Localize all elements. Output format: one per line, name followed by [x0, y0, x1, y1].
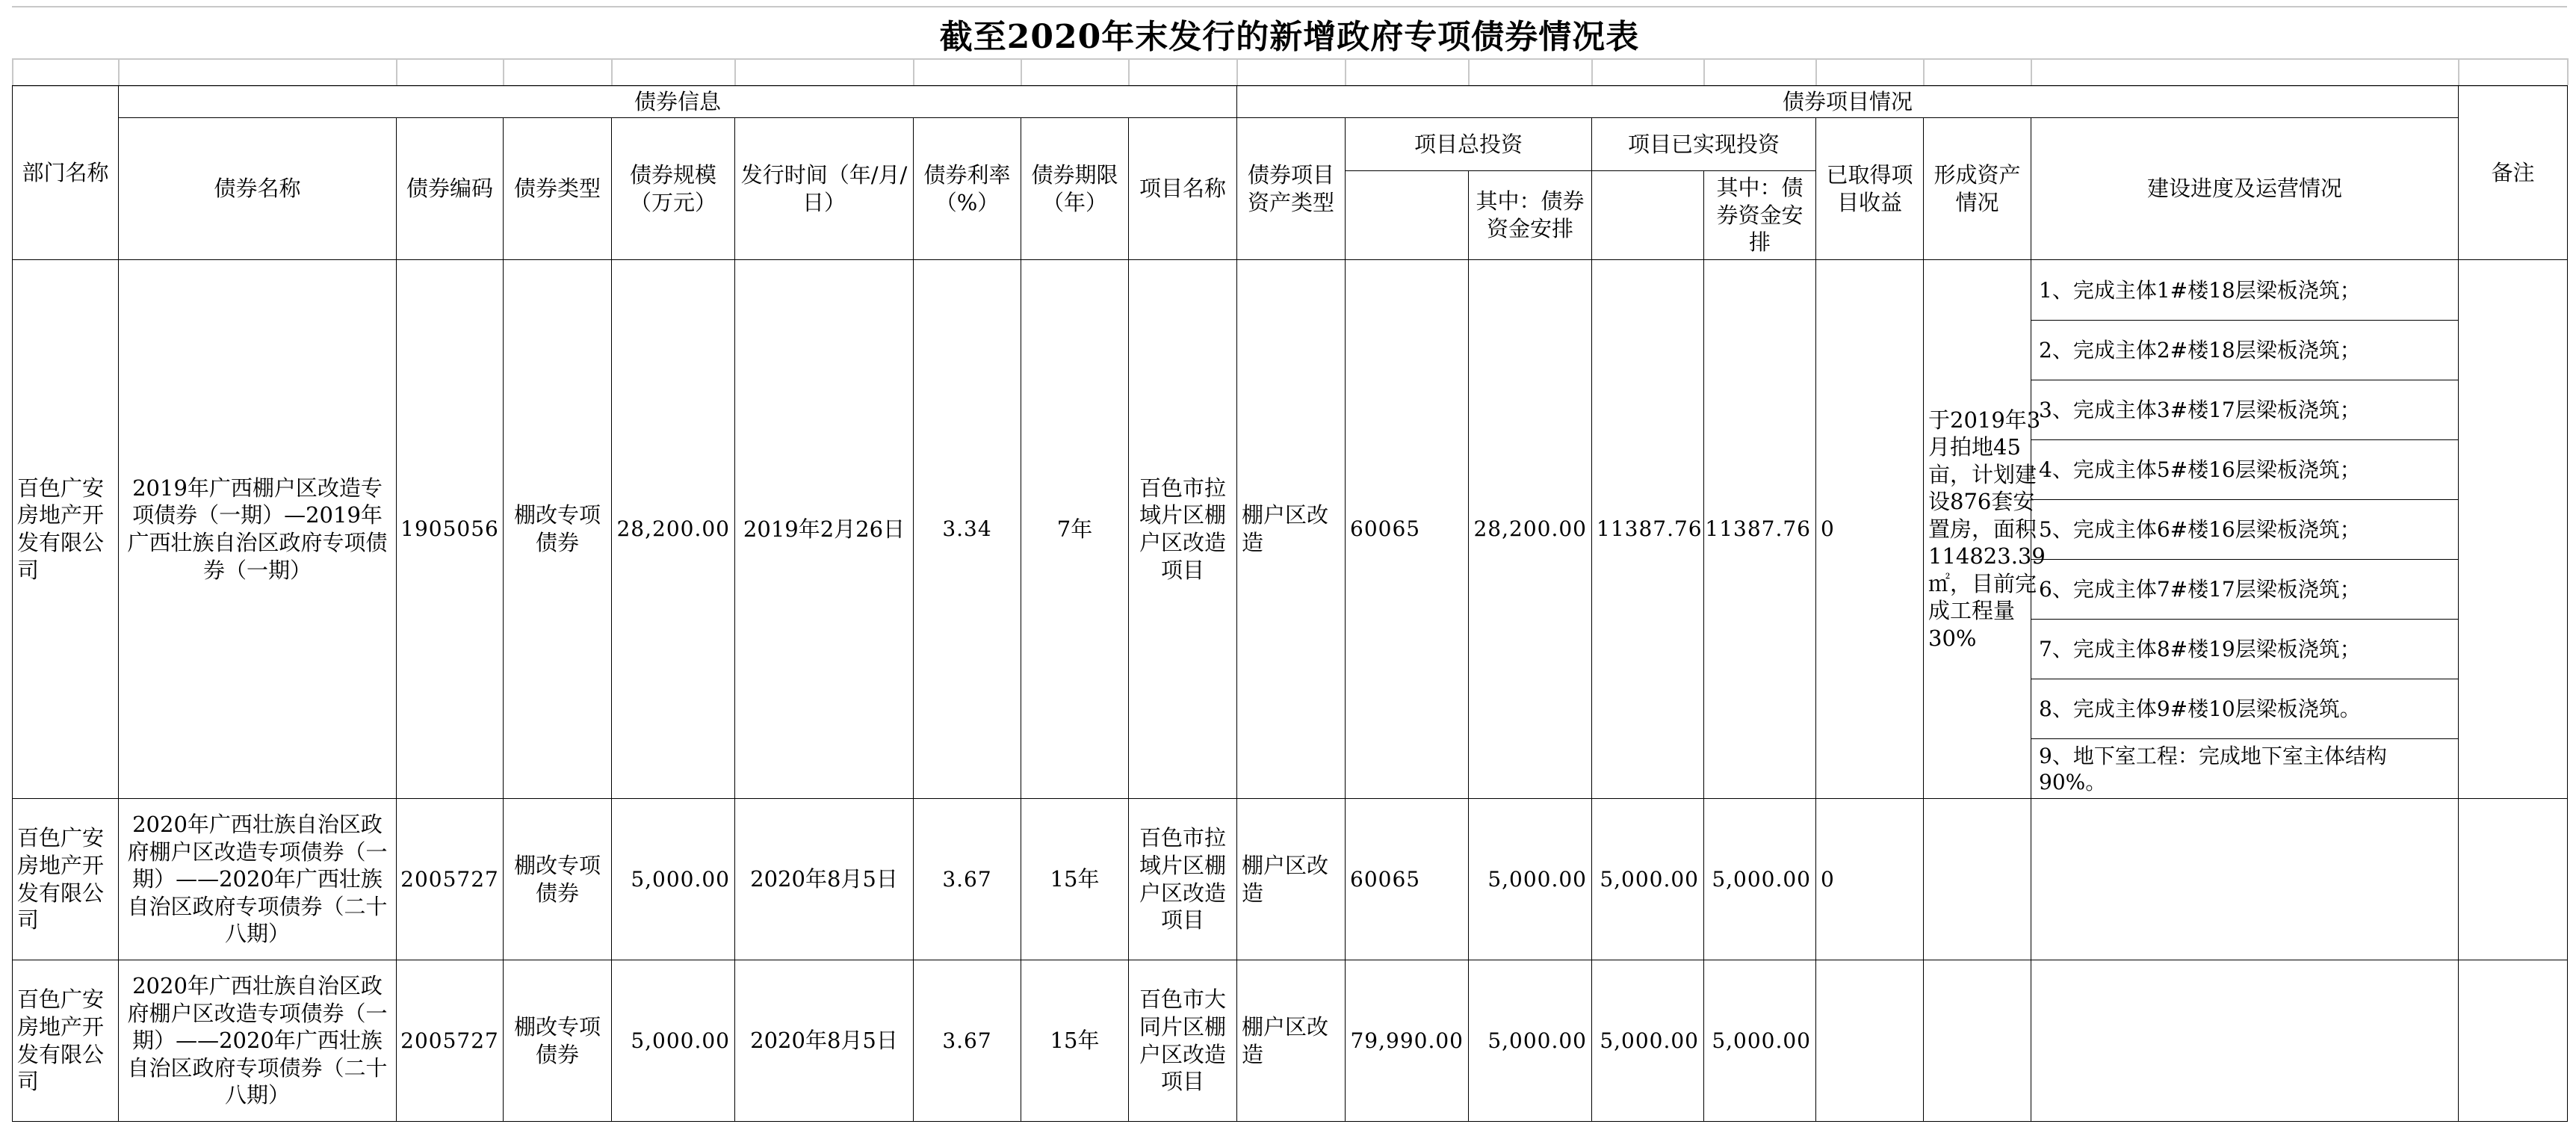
row1-total-invest: 60065	[1345, 259, 1469, 799]
row3-progress	[2031, 960, 2459, 1122]
row3-bond-scale: 5,000.00	[611, 960, 735, 1122]
table-title: 截至2020年末发行的新增政府专项债券情况表	[12, 6, 2567, 60]
row3-dept: 百色广安房地产开发有限公司	[12, 960, 119, 1122]
row3-total-invest: 79,990.00	[1345, 960, 1469, 1122]
row1-asset-type: 棚户区改造	[1236, 259, 1346, 799]
progress-item-7: 7、完成主体8#楼19层梁板浇筑；	[2031, 619, 2459, 679]
progress-item-4: 4、完成主体5#楼16层梁板浇筑；	[2031, 439, 2459, 500]
gridline	[503, 58, 504, 85]
progress-item-5: 5、完成主体6#楼16层梁板浇筑；	[2031, 499, 2459, 560]
row2-dept: 百色广安房地产开发有限公司	[12, 798, 119, 960]
progress-item-3: 3、完成主体3#楼17层梁板浇筑；	[2031, 380, 2459, 440]
row2-rate: 3.67	[913, 798, 1021, 960]
row1-income: 0	[1815, 259, 1924, 799]
row3-total-invest-bond: 5,000.00	[1468, 960, 1592, 1122]
row3-rate: 3.67	[913, 960, 1021, 1122]
gridline	[12, 58, 13, 85]
row2-asset-formed	[1923, 798, 2031, 960]
row3-bond-code: 2005727	[396, 960, 504, 1122]
gridline	[396, 58, 397, 85]
gridline	[734, 58, 736, 85]
row2-bond-code: 2005727	[396, 798, 504, 960]
header-issue-date: 发行时间（年/月/日）	[734, 117, 914, 260]
header-project-info: 债券项目情况	[1236, 85, 2459, 118]
row3-issue-date: 2020年8月5日	[734, 960, 914, 1122]
gridline	[1923, 58, 1925, 85]
gridline	[1345, 58, 1346, 85]
header-asset-formed: 形成资产情况	[1923, 117, 2031, 260]
row3-asset-formed	[1923, 960, 2031, 1122]
progress-item-6: 6、完成主体7#楼17层梁板浇筑；	[2031, 559, 2459, 620]
header-bond-name: 债券名称	[118, 117, 397, 260]
header-bond-info: 债券信息	[118, 85, 1237, 118]
row2-project-name: 百色市拉域片区棚户区改造项目	[1128, 798, 1237, 960]
row2-total-invest: 60065	[1345, 798, 1469, 960]
gridline	[12, 58, 2567, 60]
header-remark: 备注	[2458, 85, 2568, 260]
gridline	[1815, 58, 1817, 85]
gridline	[1021, 58, 1022, 85]
row3-remark	[2458, 960, 2568, 1122]
row2-total-invest-bond: 5,000.00	[1468, 798, 1592, 960]
row2-issue-date: 2020年8月5日	[734, 798, 914, 960]
row1-bond-scale: 28,200.00	[611, 259, 735, 799]
gridline	[1128, 58, 1130, 85]
header-bond-scale: 债券规模（万元）	[611, 117, 735, 260]
row2-remark	[2458, 798, 2568, 960]
row2-bond-scale: 5,000.00	[611, 798, 735, 960]
row3-realized-invest-bond: 5,000.00	[1703, 960, 1816, 1122]
header-project-name: 项目名称	[1128, 117, 1237, 260]
gridline	[1236, 58, 1238, 85]
header-bond-type: 债券类型	[503, 117, 612, 260]
row1-realized-invest-bond: 11387.76	[1703, 259, 1816, 799]
row3-term: 15年	[1021, 960, 1129, 1122]
header-total-invest-blank	[1345, 170, 1469, 260]
header-realized-invest-bond: 其中：债券资金安排	[1703, 170, 1816, 260]
row1-bond-name: 2019年广西棚户区改造专项债券（一期）—2019年广西壮族自治区政府专项债券（一期）	[118, 259, 397, 799]
row3-realized-invest: 5,000.00	[1591, 960, 1704, 1122]
row1-bond-code: 1905056	[396, 259, 504, 799]
header-rate: 债券利率（%）	[913, 117, 1021, 260]
row1-realized-invest: 11387.76	[1591, 259, 1704, 799]
row1-project-name: 百色市拉域片区棚户区改造项目	[1128, 259, 1237, 799]
row1-bond-type: 棚改专项债券	[503, 259, 612, 799]
header-term: 债券期限（年）	[1021, 117, 1129, 260]
row1-asset-formed: 于2019年3月拍地45亩，计划建设876套安置房，面积114823.39㎡，目前完成工程量30%	[1923, 259, 2031, 799]
row2-asset-type: 棚户区改造	[1236, 798, 1346, 960]
row1-issue-date: 2019年2月26日	[734, 259, 914, 799]
row1-term: 7年	[1021, 259, 1129, 799]
row1-dept: 百色广安房地产开发有限公司	[12, 259, 119, 799]
row2-bond-type: 棚改专项债券	[503, 798, 612, 960]
gridline	[2567, 58, 2569, 85]
gridline	[1591, 58, 1593, 85]
row2-progress	[2031, 798, 2459, 960]
row1-total-invest-bond: 28,200.00	[1468, 259, 1592, 799]
header-realized-invest-blank	[1591, 170, 1704, 260]
row1-rate: 3.34	[913, 259, 1021, 799]
gridline	[1703, 58, 1705, 85]
row2-bond-name: 2020年广西壮族自治区政府棚户区改造专项债券（一期）——2020年广西壮族自治区政府专项债券（二十八期）	[118, 798, 397, 960]
gridline	[913, 58, 914, 85]
header-bond-code: 债券编码	[396, 117, 504, 260]
header-progress: 建设进度及运营情况	[2031, 117, 2459, 260]
row2-income: 0	[1815, 798, 1924, 960]
gridline	[2031, 58, 2032, 85]
gridline	[2458, 58, 2459, 85]
header-dept: 部门名称	[12, 85, 119, 260]
progress-item-8: 8、完成主体9#楼10层梁板浇筑。	[2031, 679, 2459, 739]
header-total-invest-bond: 其中：债券资金安排	[1468, 170, 1592, 260]
progress-item-9: 9、地下室工程：完成地下室主体结构90%。	[2031, 738, 2459, 799]
progress-item-2: 2、完成主体2#楼18层梁板浇筑；	[2031, 320, 2459, 380]
row2-realized-invest-bond: 5,000.00	[1703, 798, 1816, 960]
row3-project-name: 百色市大同片区棚户区改造项目	[1128, 960, 1237, 1122]
row2-realized-invest: 5,000.00	[1591, 798, 1704, 960]
row3-bond-name: 2020年广西壮族自治区政府棚户区改造专项债券（一期）——2020年广西壮族自治区政府专项债券（二十八期）	[118, 960, 397, 1122]
gridline	[611, 58, 613, 85]
row2-term: 15年	[1021, 798, 1129, 960]
row3-asset-type: 棚户区改造	[1236, 960, 1346, 1122]
header-total-invest: 项目总投资	[1345, 117, 1592, 171]
row1-remark	[2458, 259, 2568, 799]
row3-income	[1815, 960, 1924, 1122]
row3-bond-type: 棚改专项债券	[503, 960, 612, 1122]
gridline	[118, 58, 120, 85]
progress-item-1: 1、完成主体1#楼18层梁板浇筑；	[2031, 259, 2459, 321]
header-income: 已取得项目收益	[1815, 117, 1924, 260]
header-asset-type: 债券项目资产类型	[1236, 117, 1346, 260]
header-realized-invest: 项目已实现投资	[1591, 117, 1816, 171]
gridline	[1468, 58, 1470, 85]
